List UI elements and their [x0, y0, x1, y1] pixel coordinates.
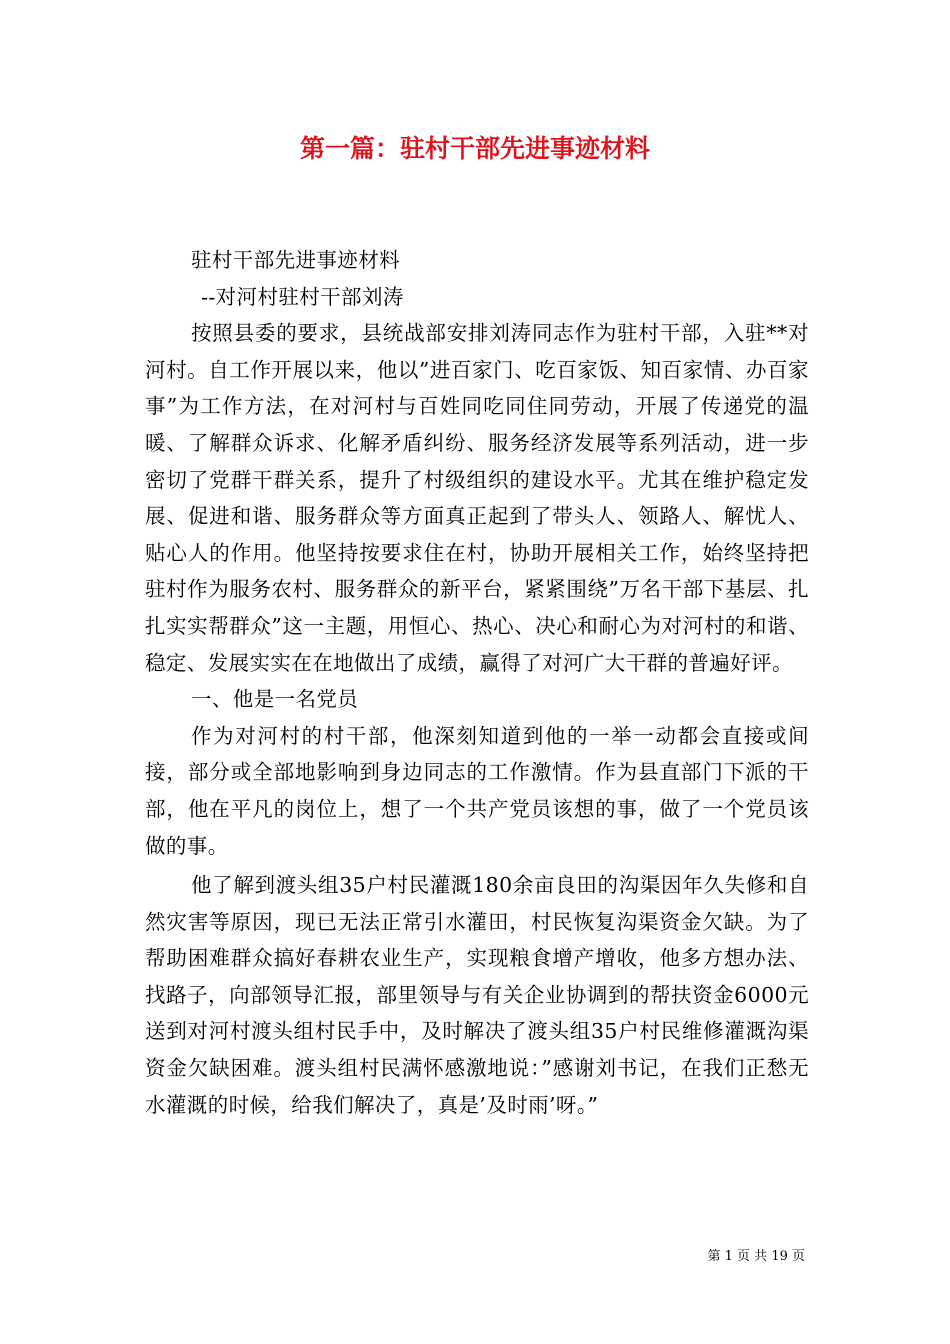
- subtitle-heading: 驻村干部先进事迹材料: [191, 248, 400, 272]
- paragraph-party-member: 作为对河村的村干部，他深刻知道到他的一举一动都会直接或间接，部分或全部地影响到身边同志的工作激情。作为县直部门下派的干部，他在平凡的岗位上，想了一个共产党员该想的事，做了一个党员该做的事。: [145, 723, 809, 858]
- document-title: 第一篇：驻村干部先进事迹材料: [299, 134, 650, 163]
- section-heading: 一、他是一名党员: [191, 687, 359, 712]
- paragraph-intro: 按照县委的要求，县统战部安排刘涛同志作为驻村干部，入驻**对河村。自工作开展以来，他以”进百家门、吃百家饭、知百家情、办百家事”为工作方法，在对河村与百姓同吃同住同劳动，开展了传递党的温暖、了解群众诉求、化解矛盾纠纷、服务经济发展等系列活动，进一步密切了党群干群关系，提升了村级组织的建设水平。尤其在维护稳定发展、促进和谐、服务群众等方面真正起到了带头人、领路人、解忧人、贴心人的作用。他坚持按要求住在村，协助开展相关工作，始终坚持把驻村作为服务农村、服务群众的新平台，紧紧围绕”万名干部下基层、扎扎实实帮群众”这一主题，用恒心、热心、决心和耐心为对河村的和谐、稳定、发展实实在在地做出了成绩，赢得了对河广大干群的普遍好评。: [145, 321, 809, 675]
- subtitle-byline: --对河村驻村干部刘涛: [201, 284, 404, 309]
- page-number-footer: 第 1 页 共 19 页: [707, 1249, 805, 1264]
- paragraph-irrigation: 他了解到渡头组35户村民灌溉180余亩良田的沟渠因年久失修和自然灾害等原因，现已无法正常引水灌田，村民恢复沟渠资金欠缺。为了帮助困难群众搞好春耕农业生产，实现粮食增产增收，他多方想办法、找路子，向部领导汇报，部里领导与有关企业协调到的帮扶资金6000元送到对河村渡头组村民手中，及时解决了渡头组35户村民维修灌溉沟渠资金欠缺困难。渡头组村民满怀感激地说：”感谢刘书记，在我们正愁无水灌溉的时候，给我们解决了，真是’及时雨’呀。”: [145, 873, 809, 1117]
- document-body: [145, 242, 809, 1123]
